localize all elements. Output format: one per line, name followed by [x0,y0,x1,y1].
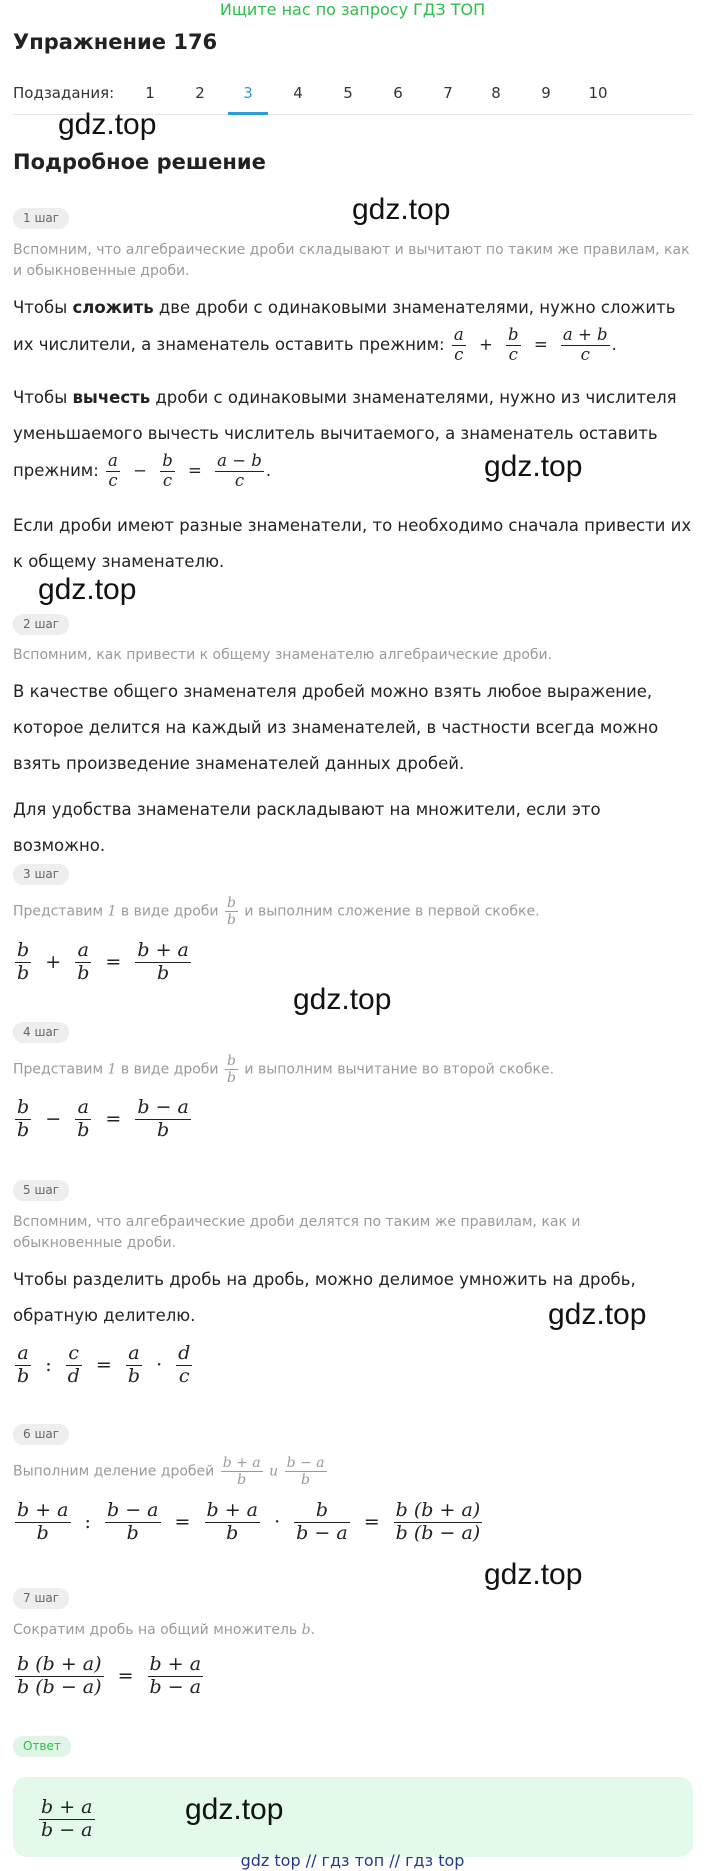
step-1-diff-denominators: Если дроби имеют разные знаменатели, то необходимо сначала привести их к общему знаменателю. [13,516,692,571]
step-1-note: Вспомним, что алгебраические дроби складывают и вычитают по таким же правилам, как и обыкновенные дроби. [13,242,690,279]
tab-2[interactable]: 2 [195,84,205,102]
answer-box [13,1777,693,1857]
watermark: gdz.top [293,983,392,1016]
answer-badge: Ответ [13,1736,71,1757]
step-7-note: Сократим дробь на общий множитель b. [13,1622,316,1638]
tab-3[interactable]: 3 [243,84,253,102]
active-tab-indicator [228,112,268,115]
fraction: $\frac{a + b}{c}$ [562,325,608,364]
watermark: gdz.top [38,573,137,606]
step-7-formula: $\frac{b (b + a)}{b (b - a)}$ = $\frac{b + a}{b - a}$ [17,1653,202,1698]
tab-9[interactable]: 9 [541,84,551,102]
tab-4[interactable]: 4 [293,84,303,102]
step-1-sub-rule: Чтобы вычесть дроби с одинаковыми знаменателями, нужно из числителя уменьшаемого вычесть числитель вычитаемого, а знаменатель оставить прежним: $\frac{a}{c}$ − $\frac{b}{c}$ = $\frac{a - b}{c}$ . [13,388,677,490]
fraction: $\frac{a - b}{c}$ [217,451,262,490]
step-5-formula: $\frac{a}{b}$ : $\frac{c}{d}$ = $\frac{a}{b}$ · $\frac{d}{c}$ [17,1342,191,1387]
subtasks-label: Подзадания: [13,84,115,102]
step-3-note: Представим 1 в виде дроби $\frac{b}{b}$ и выполним сложение в первой скобке. [13,895,540,929]
tab-10[interactable]: 10 [588,84,608,102]
fraction: $\frac{b}{c}$ [162,451,173,490]
step-6-note: Выполним деление дробей $\frac{b + a}{b}$ и $\frac{b - a}{b}$ [13,1455,325,1489]
step-1-add-rule: Чтобы сложить две дроби с одинаковыми знаменателями, нужно сложить их числители, а знаменатель оставить прежним: $\frac{a}{c}$ + $\frac{b}{c}$ = $\frac{a + b}{c}$ . [13,298,676,364]
step-1-badge: 1 шаг [13,208,69,229]
tab-5[interactable]: 5 [343,84,353,102]
answer-formula: $\frac{b + a}{b - a}$ [41,1796,93,1841]
step-2-factorize: Для удобства знаменатели раскладывают на множители, если это возможно. [13,800,601,855]
watermark: gdz.top [58,108,157,141]
step-7-badge: 7 шаг [13,1588,69,1609]
step-5-division-rule: Чтобы разделить дробь на дробь, можно делимое умножить на дробь, обратную делителю. [13,1270,636,1325]
step-6-formula: $\frac{b + a}{b}$ : $\frac{b - a}{b}$ = $\frac{b + a}{b}$ · $\frac{b}{b - a}$ = $\frac{b (b + a)}{b (b - a)}$ [17,1499,481,1544]
step-5-badge: 5 шаг [13,1180,69,1201]
footer-links[interactable]: gdz top // гдз топ // гдз top [240,1851,465,1870]
step-6-badge: 6 шаг [13,1424,69,1445]
page-title: Упражнение 176 [13,30,218,54]
step-2-note: Вспомним, как привести к общему знаменателю алгебраические дроби. [13,647,553,663]
watermark: gdz.top [352,193,451,226]
tab-1[interactable]: 1 [145,84,155,102]
fraction: $\frac{b}{c}$ [508,325,519,364]
tab-6[interactable]: 6 [393,84,403,102]
watermark: gdz.top [185,1793,284,1826]
watermark: gdz.top [484,450,583,483]
step-2-common-denominator: В качестве общего знаменателя дробей можно взять любое выражение, которое делится на каждый из знаменателей, в частности всегда можно взять произведение знаменателей данных дробей. [13,682,659,773]
tab-7[interactable]: 7 [443,84,453,102]
promo-banner: Ищите нас по запросу ГДЗ ТОП [219,0,486,19]
step-4-badge: 4 шаг [13,1022,69,1043]
step-3-badge: 3 шаг [13,864,69,885]
step-2-badge: 2 шаг [13,614,69,635]
fraction: $\frac{a}{c}$ [453,325,464,364]
step-5-note: Вспомним, что алгебраические дроби делятся по таким же правилам, как и обыкновенные дроби. [13,1214,581,1251]
tab-8[interactable]: 8 [491,84,501,102]
section-title: Подробное решение [13,150,266,174]
step-3-formula: $\frac{b}{b}$ + $\frac{a}{b}$ = $\frac{b + a}{b}$ [17,939,189,984]
watermark: gdz.top [548,1298,647,1331]
step-4-note: Представим 1 в виде дроби $\frac{b}{b}$ и выполним вычитание во второй скобке. [13,1053,555,1087]
step-4-formula: $\frac{b}{b}$ − $\frac{a}{b}$ = $\frac{b - a}{b}$ [17,1096,189,1141]
watermark: gdz.top [484,1558,583,1591]
fraction: $\frac{a}{c}$ [108,451,118,490]
